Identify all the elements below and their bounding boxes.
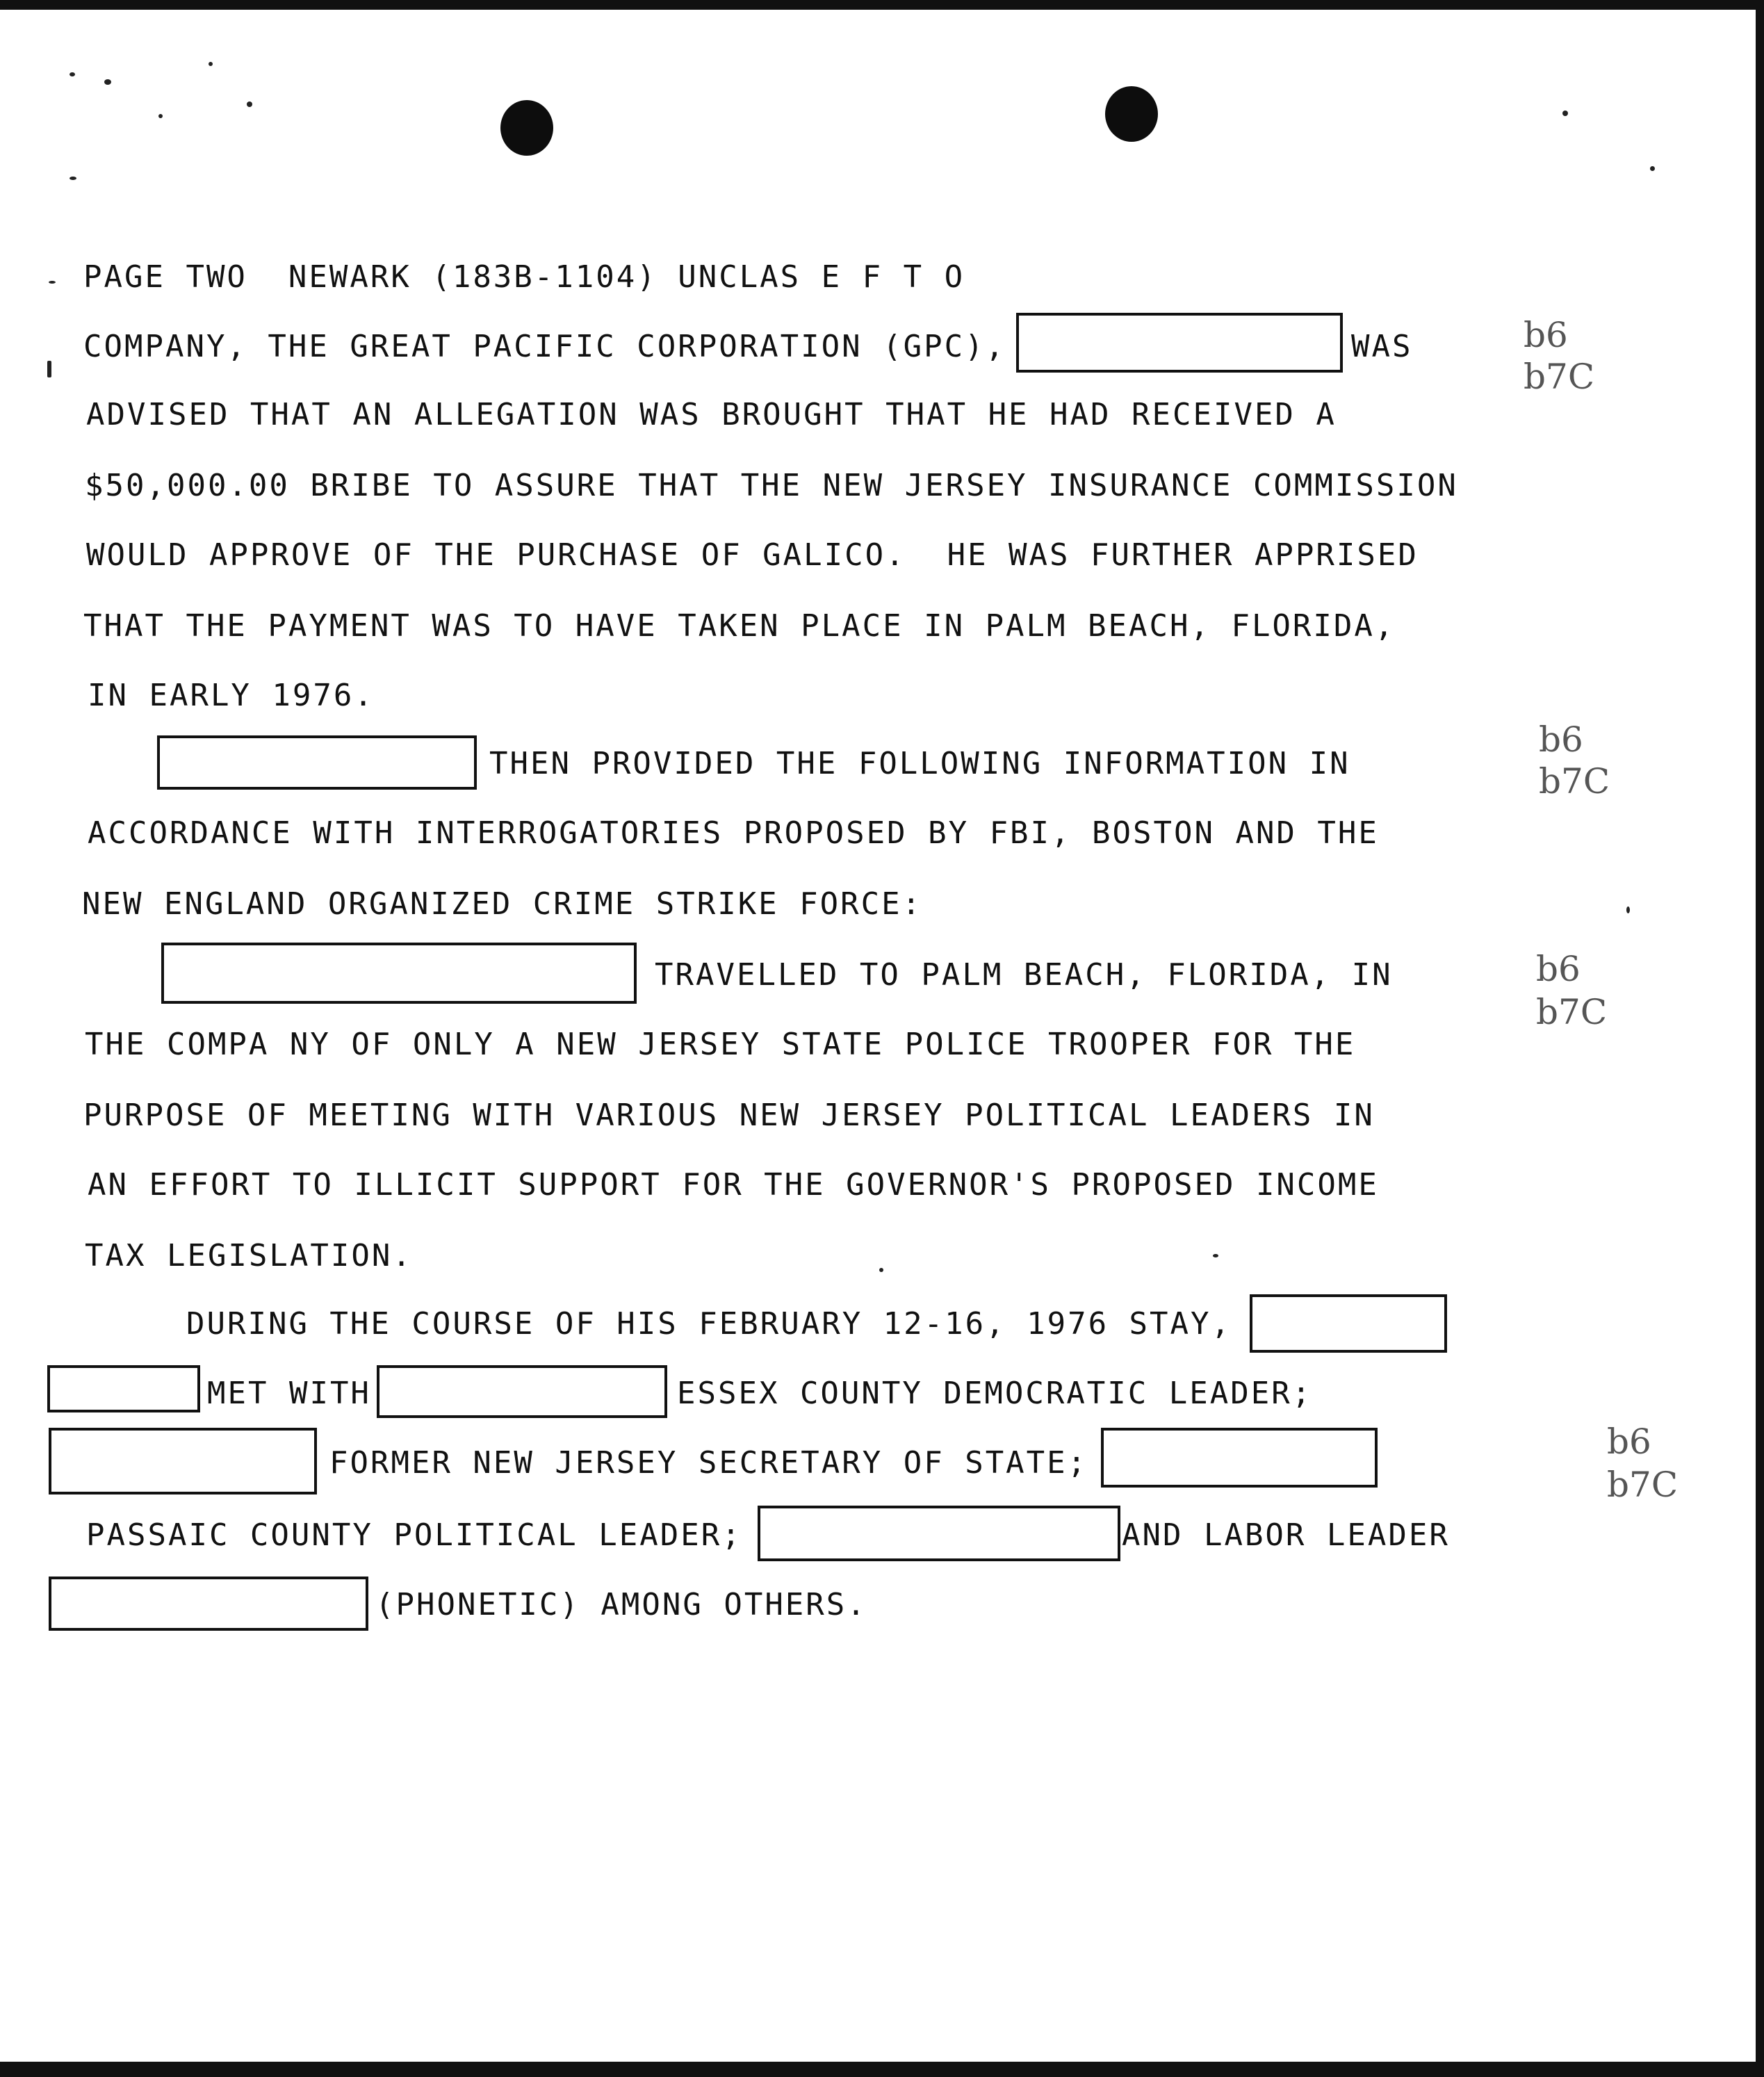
redaction-box [157, 735, 477, 790]
text-line: ACCORDANCE WITH INTERROGATORIES PROPOSED BY FBI, BOSTON AND THE [88, 815, 1379, 851]
scan-speck [49, 281, 56, 284]
text-line: COMPANY, THE GREAT PACIFIC CORPORATION (GPC), [83, 329, 1006, 364]
text-line: PURPOSE OF MEETING WITH VARIOUS NEW JERSEY POLITICAL LEADERS IN [83, 1098, 1375, 1133]
exemption-code: b7C [1539, 761, 1610, 801]
scan-speck [209, 62, 213, 66]
text-line: (PHONETIC) AMONG OTHERS. [375, 1587, 867, 1622]
redaction-box [49, 1428, 317, 1494]
scan-speck [247, 101, 252, 107]
text-line: THEN PROVIDED THE FOLLOWING INFORMATION IN [489, 746, 1350, 781]
text-line: NEW ENGLAND ORGANIZED CRIME STRIKE FORCE: [82, 886, 923, 922]
text-line: WAS [1351, 329, 1413, 364]
exemption-code: b7C [1524, 357, 1595, 397]
text-line: FORMER NEW JERSEY SECRETARY OF STATE; [329, 1445, 1088, 1481]
punch-hole-left [500, 100, 553, 156]
scan-speck [70, 72, 75, 76]
punch-hole-right [1105, 86, 1158, 142]
scan-speck [1626, 906, 1630, 913]
text-line: ESSEX COUNTY DEMOCRATIC LEADER; [677, 1376, 1313, 1411]
text-line: ADVISED THAT AN ALLEGATION WAS BROUGHT THAT HE HAD RECEIVED A [86, 397, 1337, 432]
scan-speck [1213, 1254, 1218, 1257]
exemption-code: b6 [1536, 949, 1581, 989]
header-line: PAGE TWO NEWARK (183B-1104) UNCLAS E F T O [83, 259, 965, 295]
scan-speck [104, 79, 111, 85]
redaction-box [1250, 1294, 1447, 1353]
redaction-box [377, 1365, 667, 1418]
text-line: MET WITH [207, 1376, 371, 1411]
scan-speck [47, 361, 51, 377]
text-line: AN EFFORT TO ILLICIT SUPPORT FOR THE GOVERNOR'S PROPOSED INCOME [88, 1167, 1379, 1203]
scan-speck [1562, 111, 1568, 116]
redaction-box [161, 943, 637, 1004]
scan-speck [879, 1268, 883, 1272]
exemption-code: b6 [1539, 719, 1583, 760]
redaction-box [1101, 1428, 1378, 1488]
exemption-code: b6 [1607, 1422, 1651, 1462]
text-line: AND LABOR LEADER [1122, 1517, 1450, 1553]
exemption-code: b6 [1524, 315, 1568, 355]
text-line: TAX LEGISLATION. [85, 1238, 413, 1273]
text-line: THE COMPA NY OF ONLY A NEW JERSEY STATE POLICE TROOPER FOR THE [85, 1027, 1356, 1062]
text-line: DURING THE COURSE OF HIS FEBRUARY 12-16, 1976 STAY, [186, 1306, 1232, 1342]
text-line: $50,000.00 BRIBE TO ASSURE THAT THE NEW JERSEY INSURANCE COMMISSION [85, 468, 1458, 503]
redaction-box [49, 1577, 368, 1631]
exemption-code: b7C [1536, 992, 1608, 1032]
redaction-box [47, 1365, 200, 1412]
exemption-code: b7C [1607, 1465, 1679, 1505]
text-line: IN EARLY 1976. [88, 678, 375, 713]
scan-speck [1650, 166, 1655, 171]
scan-speck [158, 114, 163, 118]
text-line: WOULD APPROVE OF THE PURCHASE OF GALICO. HE WAS FURTHER APPRISED [86, 537, 1419, 573]
text-line: THAT THE PAYMENT WAS TO HAVE TAKEN PLACE IN PALM BEACH, FLORIDA, [83, 608, 1396, 644]
text-line: PASSAIC COUNTY POLITICAL LEADER; [86, 1517, 742, 1553]
text-line: TRAVELLED TO PALM BEACH, FLORIDA, IN [655, 957, 1393, 993]
scan-speck [70, 177, 76, 180]
redaction-box [1016, 313, 1343, 373]
redaction-box [758, 1506, 1120, 1561]
